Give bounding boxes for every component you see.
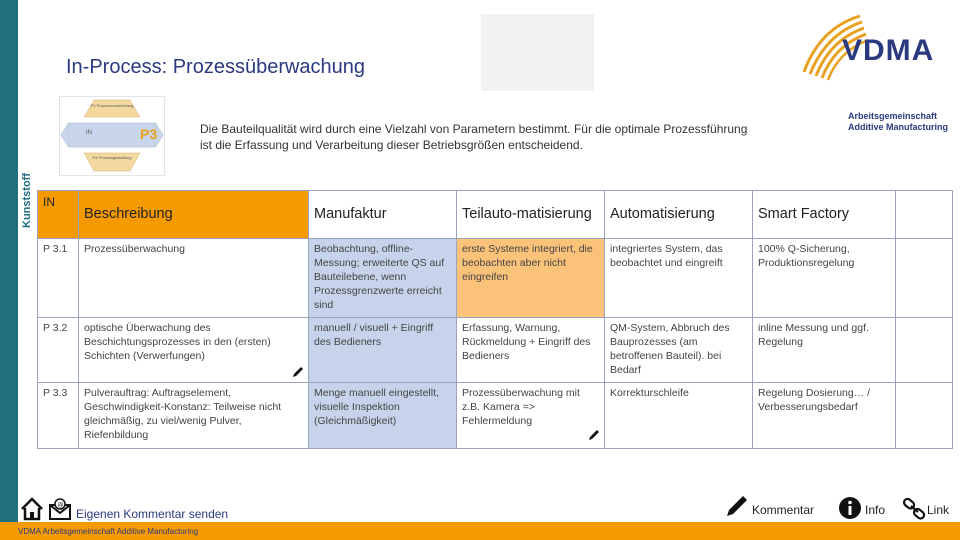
row-manufaktur: manuell / visuell + Eingriff des Bedieners: [309, 318, 457, 383]
link-label[interactable]: Link: [927, 503, 950, 517]
row-smart-factory: inline Messung und ggf. Regelung: [753, 318, 896, 383]
row-id: P 3.1: [38, 239, 79, 318]
row-empty: [896, 383, 953, 449]
footer-text: VDMA Arbeitsgemeinschaft Additive Manufacturing: [18, 527, 199, 536]
side-label: Kunststoff: [21, 173, 33, 228]
row-beschreibung: Pulverauftrag: Auftragselement, Geschwindigkeit-Konstanz: Teilweise nicht gleichmäßig, zu viel/wenig Pulver, Riefenbildung: [79, 383, 309, 449]
comment-pen-icon[interactable]: [724, 493, 750, 519]
maturity-table: [37, 190, 953, 449]
diagram-middle-label: IN: [86, 130, 92, 136]
row-automatisierung: integriertes System, das beobachtet und eingreift: [605, 239, 753, 318]
logo-subtitle: Arbeitsgemeinschaft Additive Manufacturing: [848, 111, 949, 132]
header-automatisierung: Automatisierung: [605, 191, 753, 239]
row-beschreibung-cell: [79, 318, 309, 383]
row-teilautomatisierung: Erfassung, Warnung, Rückmeldung + Eingriff des Bedieners: [457, 318, 605, 383]
row-automatisierung: QM-System, Abbruch des Bauprozesses (am betroffenen Bauteil). bei Bedarf: [605, 318, 753, 383]
info-icon[interactable]: [838, 496, 862, 520]
row-beschreibung: optische Überwachung des Beschichtungsprozesses in den (ersten) Schichten (Verwerfungen): [84, 322, 271, 362]
table-row: [38, 239, 953, 318]
row-empty: [896, 318, 953, 383]
table-header-row: [38, 191, 953, 239]
header-manufaktur: Manufaktur: [309, 191, 457, 239]
row-empty: [896, 239, 953, 318]
header-teilautomatisierung: Teilauto-matisierung: [457, 191, 605, 239]
info-label[interactable]: Info: [865, 503, 886, 517]
row-smart-factory: 100% Q-Sicherung, Produktionsregelung: [753, 239, 896, 318]
link-icon[interactable]: [903, 497, 927, 521]
image-placeholder: [481, 14, 594, 91]
row-id: P 3.3: [38, 383, 79, 449]
pencil-icon[interactable]: [291, 365, 305, 379]
row-teilautomatisierung-cell: [457, 383, 605, 449]
kommentar-label[interactable]: Kommentar: [752, 503, 815, 517]
diagram-top-label: P2 Prozessvorbereitung: [90, 103, 134, 108]
row-smart-factory: Regelung Dosierung… / Verbesserungsbedarf: [753, 383, 896, 449]
pencil-icon[interactable]: [587, 428, 601, 442]
svg-text:@: @: [57, 501, 64, 509]
header-in: IN: [38, 191, 79, 239]
description: Die Bauteilqualität wird durch eine Vielzahl von Parametern bestimmt. Für die optimale Prozessführung ist die Erfassung und Verarbeitung dieser Betriebsgrößen entscheidend.: [200, 122, 748, 152]
diagram-bottom-label: P4 Prozessgestaltung: [92, 155, 132, 160]
mail-icon[interactable]: [48, 497, 72, 521]
header-empty: [896, 191, 953, 239]
table-row: [38, 383, 953, 449]
row-beschreibung: Prozessüberwachung: [79, 239, 309, 318]
send-comment-link[interactable]: Eigenen Kommentar senden: [76, 507, 229, 521]
logo-brand: VDMA: [842, 34, 935, 67]
side-bar: [0, 0, 18, 522]
row-manufaktur: Menge manuell eingestellt, visuelle Inspektion (Gleichmäßigkeit): [309, 383, 457, 449]
home-icon[interactable]: [20, 497, 44, 521]
table-row: [38, 318, 953, 383]
header-smart-factory: Smart Factory: [753, 191, 896, 239]
row-teilautomatisierung: erste Systeme integriert, die beobachten aber nicht eingreifen: [457, 239, 605, 318]
row-automatisierung: Korrekturschleife: [605, 383, 753, 449]
row-id: P 3.2: [38, 318, 79, 383]
row-manufaktur: Beobachtung, offline-Messung; erweiterte QS auf Bauteilebene, wenn Prozessgrenzwerte erreicht sind: [309, 239, 457, 318]
row-teilautomatisierung: Prozessüberwachung mit z.B. Kamera => Fehlermeldung: [462, 387, 580, 427]
p3-badge: P3: [140, 126, 158, 142]
header-beschreibung: Beschreibung: [79, 191, 309, 239]
page-title: In-Process: Prozessüberwachung: [66, 56, 366, 78]
